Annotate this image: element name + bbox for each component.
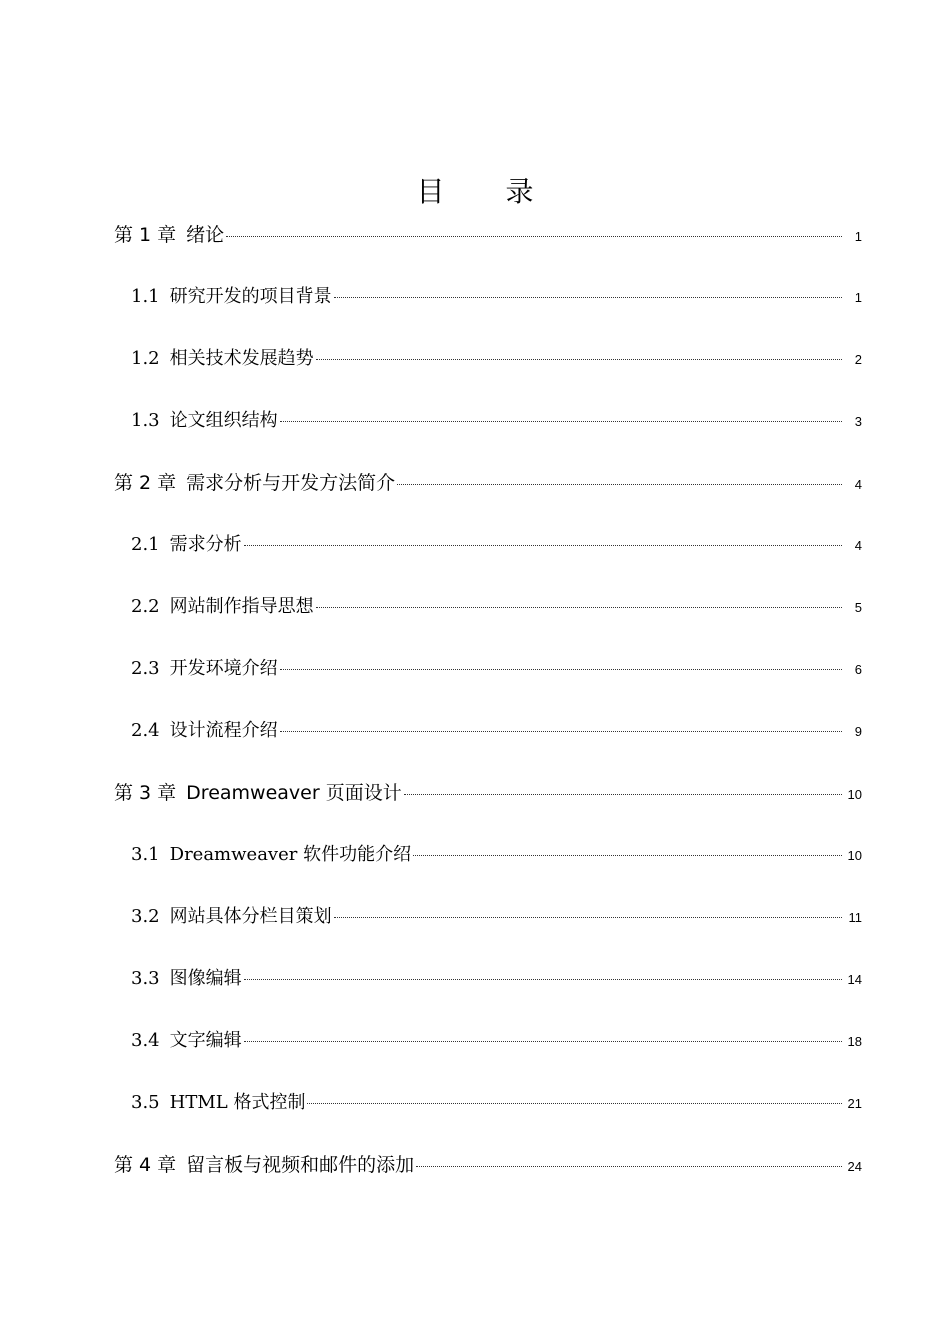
toc-entry-line xyxy=(114,716,862,746)
toc-entry-title: 需求分析与开发方法简介 xyxy=(186,472,396,494)
toc-entry-number: 3.5 xyxy=(131,1092,160,1113)
toc-entry-number: 2.1 xyxy=(131,534,160,555)
dot-leader xyxy=(316,607,842,608)
toc-entry-title: 图像编辑 xyxy=(169,968,242,989)
page-title: 目 录 xyxy=(416,175,560,208)
dot-leader xyxy=(416,1166,842,1167)
toc-entry-title: 文字编辑 xyxy=(169,1030,242,1051)
toc-entry-number: 2.3 xyxy=(131,658,160,679)
dot-leader xyxy=(244,979,842,980)
dot-leader xyxy=(244,1041,842,1042)
dot-leader xyxy=(413,855,842,856)
toc-page-number: 6 xyxy=(854,662,862,677)
toc-entry-title: 设计流程介绍 xyxy=(169,720,278,741)
toc-entry-title: 相关技术发展趋势 xyxy=(169,348,314,369)
toc-page-number: 11 xyxy=(848,910,862,925)
dot-leader xyxy=(280,669,842,670)
toc-entry-number: 3.4 xyxy=(131,1030,160,1051)
dot-leader xyxy=(244,545,842,546)
toc-entry-title: Dreamweaver 页面设计 xyxy=(186,782,402,804)
toc-section-entry[interactable] xyxy=(114,1088,862,1150)
toc-entry-title: Dreamweaver 软件功能介绍 xyxy=(169,844,412,865)
toc-entry-title: 网站具体分栏目策划 xyxy=(169,906,332,927)
table-of-contents xyxy=(114,220,862,1212)
toc-entry-number: 1.3 xyxy=(131,410,160,431)
toc-section-entry[interactable] xyxy=(114,406,862,468)
toc-section-entry[interactable] xyxy=(114,716,862,778)
toc-entry-number: 3.1 xyxy=(131,844,160,865)
toc-entry-line xyxy=(114,778,862,808)
toc-entry-title: 网站制作指导思想 xyxy=(169,596,314,617)
toc-entry-number: 第 2 章 xyxy=(114,472,177,494)
toc-entry-title: 留言板与视频和邮件的添加 xyxy=(186,1154,415,1176)
toc-entry-title: 研究开发的项目背景 xyxy=(169,286,332,307)
toc-chapter-entry[interactable] xyxy=(114,220,862,282)
toc-section-entry[interactable] xyxy=(114,1026,862,1088)
toc-page-number: 9 xyxy=(854,724,862,739)
toc-entry-number: 3.2 xyxy=(131,906,160,927)
toc-entry-line xyxy=(114,592,862,622)
toc-entry-line xyxy=(114,964,862,994)
toc-section-entry[interactable] xyxy=(114,840,862,902)
dot-leader xyxy=(334,917,842,918)
dot-leader xyxy=(280,421,842,422)
toc-entry-number: 1.1 xyxy=(131,286,160,307)
toc-entry-line xyxy=(114,282,862,312)
dot-leader xyxy=(307,1103,842,1104)
dot-leader xyxy=(280,731,842,732)
toc-page-number: 2 xyxy=(854,352,862,367)
dot-leader xyxy=(404,794,842,795)
toc-page-number: 10 xyxy=(847,848,862,863)
toc-section-entry[interactable] xyxy=(114,654,862,716)
toc-entry-number: 2.2 xyxy=(131,596,160,617)
toc-page-number: 1 xyxy=(854,290,862,305)
toc-entry-number: 第 1 章 xyxy=(114,224,177,246)
toc-entry-line xyxy=(114,1026,862,1056)
toc-entry-number: 第 4 章 xyxy=(114,1154,177,1176)
toc-entry-number: 第 3 章 xyxy=(114,782,177,804)
toc-chapter-entry[interactable] xyxy=(114,778,862,840)
toc-entry-line xyxy=(114,406,862,436)
toc-entry-line xyxy=(114,220,862,250)
toc-entry-number: 1.2 xyxy=(131,348,160,369)
dot-leader xyxy=(316,359,842,360)
dot-leader xyxy=(334,297,842,298)
toc-section-entry[interactable] xyxy=(114,344,862,406)
toc-section-entry[interactable] xyxy=(114,282,862,344)
toc-entry-number: 2.4 xyxy=(131,720,160,741)
toc-section-entry[interactable] xyxy=(114,592,862,654)
toc-entry-line xyxy=(114,654,862,684)
toc-entry-title: 开发环境介绍 xyxy=(169,658,278,679)
toc-page-number: 18 xyxy=(847,1034,862,1049)
toc-page-number: 14 xyxy=(847,972,862,987)
toc-entry-line xyxy=(114,840,862,870)
toc-chapter-entry[interactable] xyxy=(114,1150,862,1212)
dot-leader xyxy=(397,484,842,485)
toc-entry-line xyxy=(114,468,862,498)
toc-page-number: 5 xyxy=(854,600,862,615)
toc-page-number: 21 xyxy=(847,1096,862,1111)
toc-section-entry[interactable] xyxy=(114,530,862,592)
toc-entry-line xyxy=(114,902,862,932)
toc-entry-line xyxy=(114,530,862,560)
toc-entry-title: 需求分析 xyxy=(169,534,242,555)
toc-entry-title: HTML 格式控制 xyxy=(169,1092,306,1113)
toc-page-number: 4 xyxy=(854,477,862,492)
toc-section-entry[interactable] xyxy=(114,902,862,964)
toc-page-number: 3 xyxy=(854,414,862,429)
toc-entry-number: 3.3 xyxy=(131,968,160,989)
toc-entry-title: 论文组织结构 xyxy=(169,410,278,431)
toc-page-number: 24 xyxy=(847,1159,862,1174)
toc-page-number: 1 xyxy=(854,229,862,244)
toc-page-number: 4 xyxy=(854,538,862,553)
toc-entry-line xyxy=(114,1150,862,1180)
toc-entry-title: 绪论 xyxy=(186,224,225,246)
toc-section-entry[interactable] xyxy=(114,964,862,1026)
toc-entry-line xyxy=(114,344,862,374)
toc-page-number: 10 xyxy=(847,787,862,802)
dot-leader xyxy=(226,236,842,237)
toc-entry-line xyxy=(114,1088,862,1118)
toc-chapter-entry[interactable] xyxy=(114,468,862,530)
